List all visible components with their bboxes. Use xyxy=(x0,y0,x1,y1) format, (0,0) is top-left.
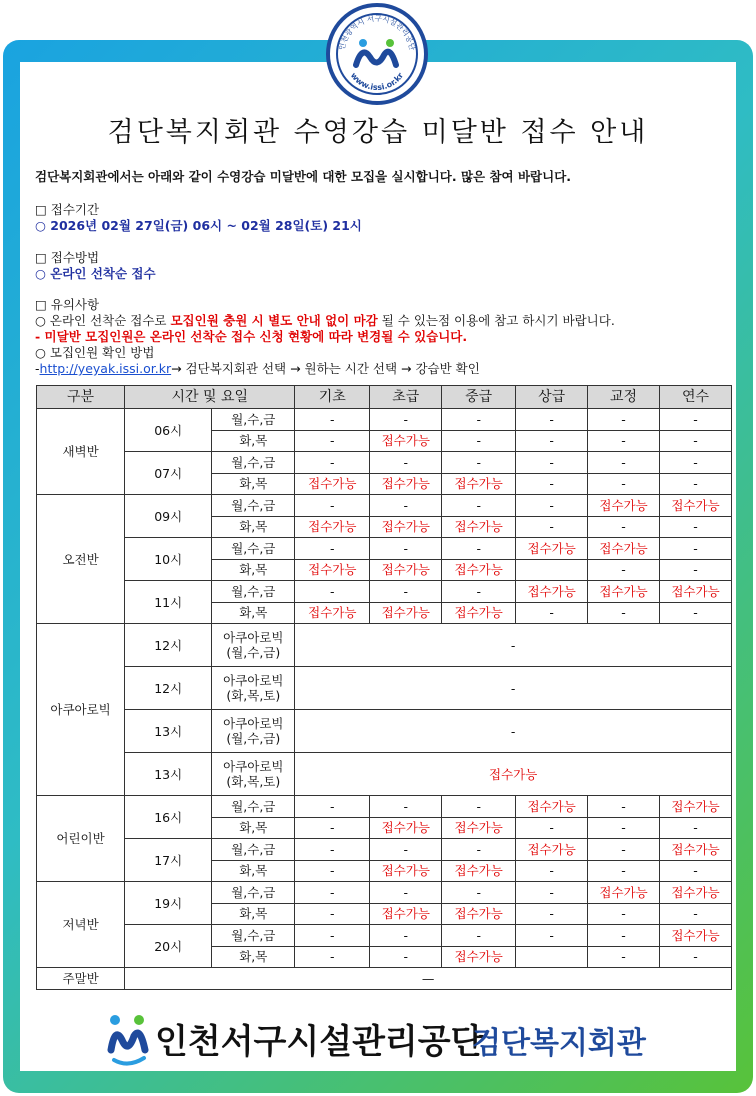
availability-cell: - xyxy=(295,817,370,839)
availability-cell: - xyxy=(295,946,370,968)
table-row xyxy=(37,968,732,990)
availability-cell: - xyxy=(660,430,732,452)
availability-cell: 접수가능 xyxy=(660,495,732,517)
availability-cell: - xyxy=(588,903,660,925)
availability-cell: - xyxy=(516,903,588,925)
time-cell: 12시 xyxy=(125,667,212,710)
availability-cell: - xyxy=(588,473,660,495)
availability-cell: 접수가능 xyxy=(660,925,732,947)
table-row xyxy=(37,667,732,710)
availability-cell: 접수가능 xyxy=(442,860,516,882)
notes-line-3: ○ 모집인원 확인 방법 xyxy=(35,345,155,360)
availability-cell: - xyxy=(588,430,660,452)
availability-cell: - xyxy=(588,516,660,538)
availability-cell: - xyxy=(660,516,732,538)
availability-cell: - xyxy=(442,796,516,818)
availability-cell: - xyxy=(295,667,732,710)
availability-cell: - xyxy=(516,817,588,839)
availability-cell: - xyxy=(588,946,660,968)
day-cell: 화,목 xyxy=(212,602,295,624)
availability-cell: - xyxy=(442,495,516,517)
availability-cell: - xyxy=(442,452,516,474)
day-cell: 월,수,금 xyxy=(212,495,295,517)
group-label: 주말반 xyxy=(37,968,125,990)
page-title: 검단복지회관 수영강습 미달반 접수 안내 xyxy=(107,117,649,148)
availability-cell: - xyxy=(516,602,588,624)
column-header: 구분 xyxy=(37,386,125,409)
seal-url: www.issi.or.kr xyxy=(348,70,406,93)
availability-cell: - xyxy=(370,538,442,560)
availability-cell: - xyxy=(442,581,516,603)
availability-cell: - xyxy=(516,860,588,882)
day-cell: 월,수,금 xyxy=(212,882,295,904)
notes-line-1a: ○ 온라인 선착순 접수로 xyxy=(35,313,171,328)
table-row xyxy=(37,538,732,560)
group-label: 어린이반 xyxy=(37,796,125,882)
availability-cell: - xyxy=(660,452,732,474)
availability-cell: - xyxy=(295,925,370,947)
availability-cell: 접수가능 xyxy=(660,882,732,904)
availability-cell: 접수가능 xyxy=(295,753,732,796)
day-cell: 화,목 xyxy=(212,860,295,882)
table-row xyxy=(37,925,732,947)
table-header-row xyxy=(37,386,732,409)
availability-cell: 접수가능 xyxy=(295,559,370,581)
method-value: ○ 온라인 선착순 접수 xyxy=(35,266,156,281)
time-cell: 20시 xyxy=(125,925,212,968)
availability-cell: 접수가능 xyxy=(370,516,442,538)
day-cell: 아쿠아로빅 (화,목,토) xyxy=(212,753,295,796)
availability-cell: 접수가능 xyxy=(295,516,370,538)
availability-cell: - xyxy=(442,839,516,861)
availability-cell: 접수가능 xyxy=(516,581,588,603)
method-heading: □ 접수방법 xyxy=(35,250,100,265)
availability-cell: 접수가능 xyxy=(660,796,732,818)
time-cell: 11시 xyxy=(125,581,212,624)
table-row xyxy=(37,882,732,904)
availability-cell: 접수가능 xyxy=(295,602,370,624)
availability-cell: - xyxy=(442,430,516,452)
availability-cell: - xyxy=(442,925,516,947)
table-row xyxy=(37,452,732,474)
availability-cell: - xyxy=(370,495,442,517)
availability-cell: - xyxy=(660,538,732,560)
time-cell: 19시 xyxy=(125,882,212,925)
time-cell: 13시 xyxy=(125,753,212,796)
availability-cell: 접수가능 xyxy=(588,882,660,904)
availability-cell: - xyxy=(588,409,660,431)
availability-cell: 접수가능 xyxy=(370,817,442,839)
availability-cell: 접수가능 xyxy=(442,559,516,581)
table-row xyxy=(37,624,732,667)
column-header: 중급 xyxy=(442,386,516,409)
time-cell: 13시 xyxy=(125,710,212,753)
time-cell: 17시 xyxy=(125,839,212,882)
availability-cell: 접수가능 xyxy=(516,839,588,861)
availability-cell: - xyxy=(588,925,660,947)
day-cell: 아쿠아로빅 (월,수,금) xyxy=(212,624,295,667)
availability-cell: - xyxy=(370,946,442,968)
availability-cell: - xyxy=(295,538,370,560)
seal-emblem-icon xyxy=(330,7,424,101)
availability-cell: - xyxy=(588,602,660,624)
availability-cell: - xyxy=(660,817,732,839)
availability-cell: - xyxy=(660,559,732,581)
availability-cell: 접수가능 xyxy=(442,602,516,624)
availability-cell: - xyxy=(516,452,588,474)
availability-cell: - xyxy=(660,903,732,925)
table-row xyxy=(37,839,732,861)
availability-cell: 접수가능 xyxy=(370,430,442,452)
availability-cell: - xyxy=(516,516,588,538)
table-row xyxy=(37,409,732,431)
availability-cell: - xyxy=(588,452,660,474)
availability-cell: - xyxy=(370,452,442,474)
table-row xyxy=(37,796,732,818)
group-label: 아쿠아로빅 xyxy=(37,624,125,796)
availability-cell: 접수가능 xyxy=(370,559,442,581)
group-label: 새벽반 xyxy=(37,409,125,495)
availability-cell: 접수가능 xyxy=(442,516,516,538)
footer-org-name: 인천서구시설관리공단 xyxy=(155,1022,484,1062)
availability-cell: 접수가능 xyxy=(370,860,442,882)
day-cell: 월,수,금 xyxy=(212,409,295,431)
day-cell: 화,목 xyxy=(212,817,295,839)
availability-cell: 접수가능 xyxy=(588,495,660,517)
availability-cell: - xyxy=(588,860,660,882)
availability-cell: - xyxy=(370,796,442,818)
day-cell: 화,목 xyxy=(212,946,295,968)
seal-logo xyxy=(326,3,428,105)
availability-cell: - xyxy=(295,882,370,904)
availability-cell: - xyxy=(295,903,370,925)
availability-cell: 접수가능 xyxy=(442,817,516,839)
schedule-table xyxy=(36,385,732,990)
availability-cell: - xyxy=(442,882,516,904)
group-label: 오전반 xyxy=(37,495,125,624)
column-header: 기초 xyxy=(295,386,370,409)
availability-cell: - xyxy=(588,817,660,839)
day-cell: 화,목 xyxy=(212,516,295,538)
day-cell: 화,목 xyxy=(212,430,295,452)
availability-cell: - xyxy=(660,602,732,624)
availability-cell: 접수가능 xyxy=(295,473,370,495)
notes-line-4-rest: → 검단복지회관 선택 → 원하는 시간 선택 → 강습반 확인 xyxy=(171,361,480,376)
availability-cell: - xyxy=(295,452,370,474)
column-header: 시간 및 요일 xyxy=(125,386,295,409)
column-header: 연수 xyxy=(660,386,732,409)
availability-cell: - xyxy=(370,581,442,603)
availability-cell: - xyxy=(660,473,732,495)
notes-line-1c: 될 수 있는점 이용에 참고 하시기 바랍니다. xyxy=(381,313,615,328)
availability-cell: - xyxy=(295,624,732,667)
availability-cell: - xyxy=(295,495,370,517)
day-cell: 월,수,금 xyxy=(212,925,295,947)
period-heading: □ 접수기간 xyxy=(35,202,100,217)
availability-cell: - xyxy=(588,796,660,818)
time-cell: 06시 xyxy=(125,409,212,452)
availability-cell: 접수가능 xyxy=(516,796,588,818)
table-row xyxy=(37,495,732,517)
day-cell: 아쿠아로빅 (월,수,금) xyxy=(212,710,295,753)
availability-cell: - xyxy=(295,409,370,431)
availability-cell: - xyxy=(588,839,660,861)
reservation-link[interactable]: http://yeyak.issi.or.kr xyxy=(39,361,172,376)
availability-cell xyxy=(516,559,588,581)
svg-text:인천광역시 서구시설관리공단 xyxy=(336,13,418,52)
table-row xyxy=(37,581,732,603)
group-label: 저녁반 xyxy=(37,882,125,968)
footer-facility-name: 검단복지회관 xyxy=(472,1026,646,1061)
availability-cell: - xyxy=(516,409,588,431)
availability-cell: - xyxy=(660,860,732,882)
availability-cell: 접수가능 xyxy=(660,581,732,603)
time-cell: 16시 xyxy=(125,796,212,839)
availability-cell: - xyxy=(370,409,442,431)
time-cell: 09시 xyxy=(125,495,212,538)
availability-cell: - xyxy=(295,430,370,452)
availability-cell: - xyxy=(516,473,588,495)
availability-cell: 접수가능 xyxy=(516,538,588,560)
time-cell: 12시 xyxy=(125,624,212,667)
availability-cell: - xyxy=(660,946,732,968)
notes-heading: □ 유의사항 xyxy=(35,297,100,312)
column-header: 초급 xyxy=(370,386,442,409)
availability-cell: - xyxy=(370,925,442,947)
day-cell: 월,수,금 xyxy=(212,796,295,818)
availability-cell: - xyxy=(295,710,732,753)
day-cell: 월,수,금 xyxy=(212,452,295,474)
availability-cell: 접수가능 xyxy=(370,602,442,624)
notes-line-4-prefix: - xyxy=(35,361,40,376)
availability-cell: - xyxy=(295,581,370,603)
availability-cell: - xyxy=(660,409,732,431)
weekend-value: — xyxy=(125,968,732,990)
notes-line-4 xyxy=(35,359,480,377)
day-cell: 월,수,금 xyxy=(212,538,295,560)
table-row xyxy=(37,710,732,753)
notes-line-2: - 미달반 모집인원은 온라인 선착순 접수 신청 현황에 따라 변경될 수 있습니다. xyxy=(35,329,468,344)
time-cell: 10시 xyxy=(125,538,212,581)
table-body xyxy=(37,409,732,990)
column-header: 교정 xyxy=(588,386,660,409)
availability-cell: - xyxy=(516,495,588,517)
column-header: 상급 xyxy=(516,386,588,409)
availability-cell: - xyxy=(516,925,588,947)
availability-cell: - xyxy=(516,430,588,452)
day-cell: 화,목 xyxy=(212,473,295,495)
availability-cell: 접수가능 xyxy=(370,473,442,495)
availability-cell: 접수가능 xyxy=(442,473,516,495)
availability-cell: 접수가능 xyxy=(442,903,516,925)
seal-text: 인천광역시 서구시설관리공단 xyxy=(337,13,417,51)
footer-logo-icon xyxy=(106,1010,150,1068)
availability-cell: - xyxy=(588,559,660,581)
intro-text: 검단복지회관에서는 아래와 같이 수영강습 미달반에 대한 모집을 실시합니다. 많은 참여 바랍니다. xyxy=(35,169,572,184)
availability-cell: - xyxy=(370,882,442,904)
notes-line-1-highlight: 모집인원 충원 시 별도 안내 없이 마감 xyxy=(170,313,378,328)
day-cell: 화,목 xyxy=(212,559,295,581)
availability-cell: - xyxy=(295,796,370,818)
availability-cell xyxy=(516,946,588,968)
availability-cell: 접수가능 xyxy=(660,839,732,861)
svg-text:www.issi.or.kr xyxy=(349,71,405,92)
period-value: ○ 2026년 02월 27일(금) 06시 ~ 02월 28일(토) 21시 xyxy=(35,218,362,233)
availability-cell: 접수가능 xyxy=(588,538,660,560)
day-cell: 월,수,금 xyxy=(212,581,295,603)
availability-cell: 접수가능 xyxy=(588,581,660,603)
time-cell: 07시 xyxy=(125,452,212,495)
day-cell: 화,목 xyxy=(212,903,295,925)
day-cell: 월,수,금 xyxy=(212,839,295,861)
availability-cell: 접수가능 xyxy=(442,946,516,968)
table-row xyxy=(37,753,732,796)
availability-cell: - xyxy=(442,538,516,560)
availability-cell: 접수가능 xyxy=(370,903,442,925)
day-cell: 아쿠아로빅 (화,목,토) xyxy=(212,667,295,710)
availability-cell: - xyxy=(516,882,588,904)
availability-cell: - xyxy=(370,839,442,861)
availability-cell: - xyxy=(295,839,370,861)
availability-cell: - xyxy=(442,409,516,431)
availability-cell: - xyxy=(295,860,370,882)
